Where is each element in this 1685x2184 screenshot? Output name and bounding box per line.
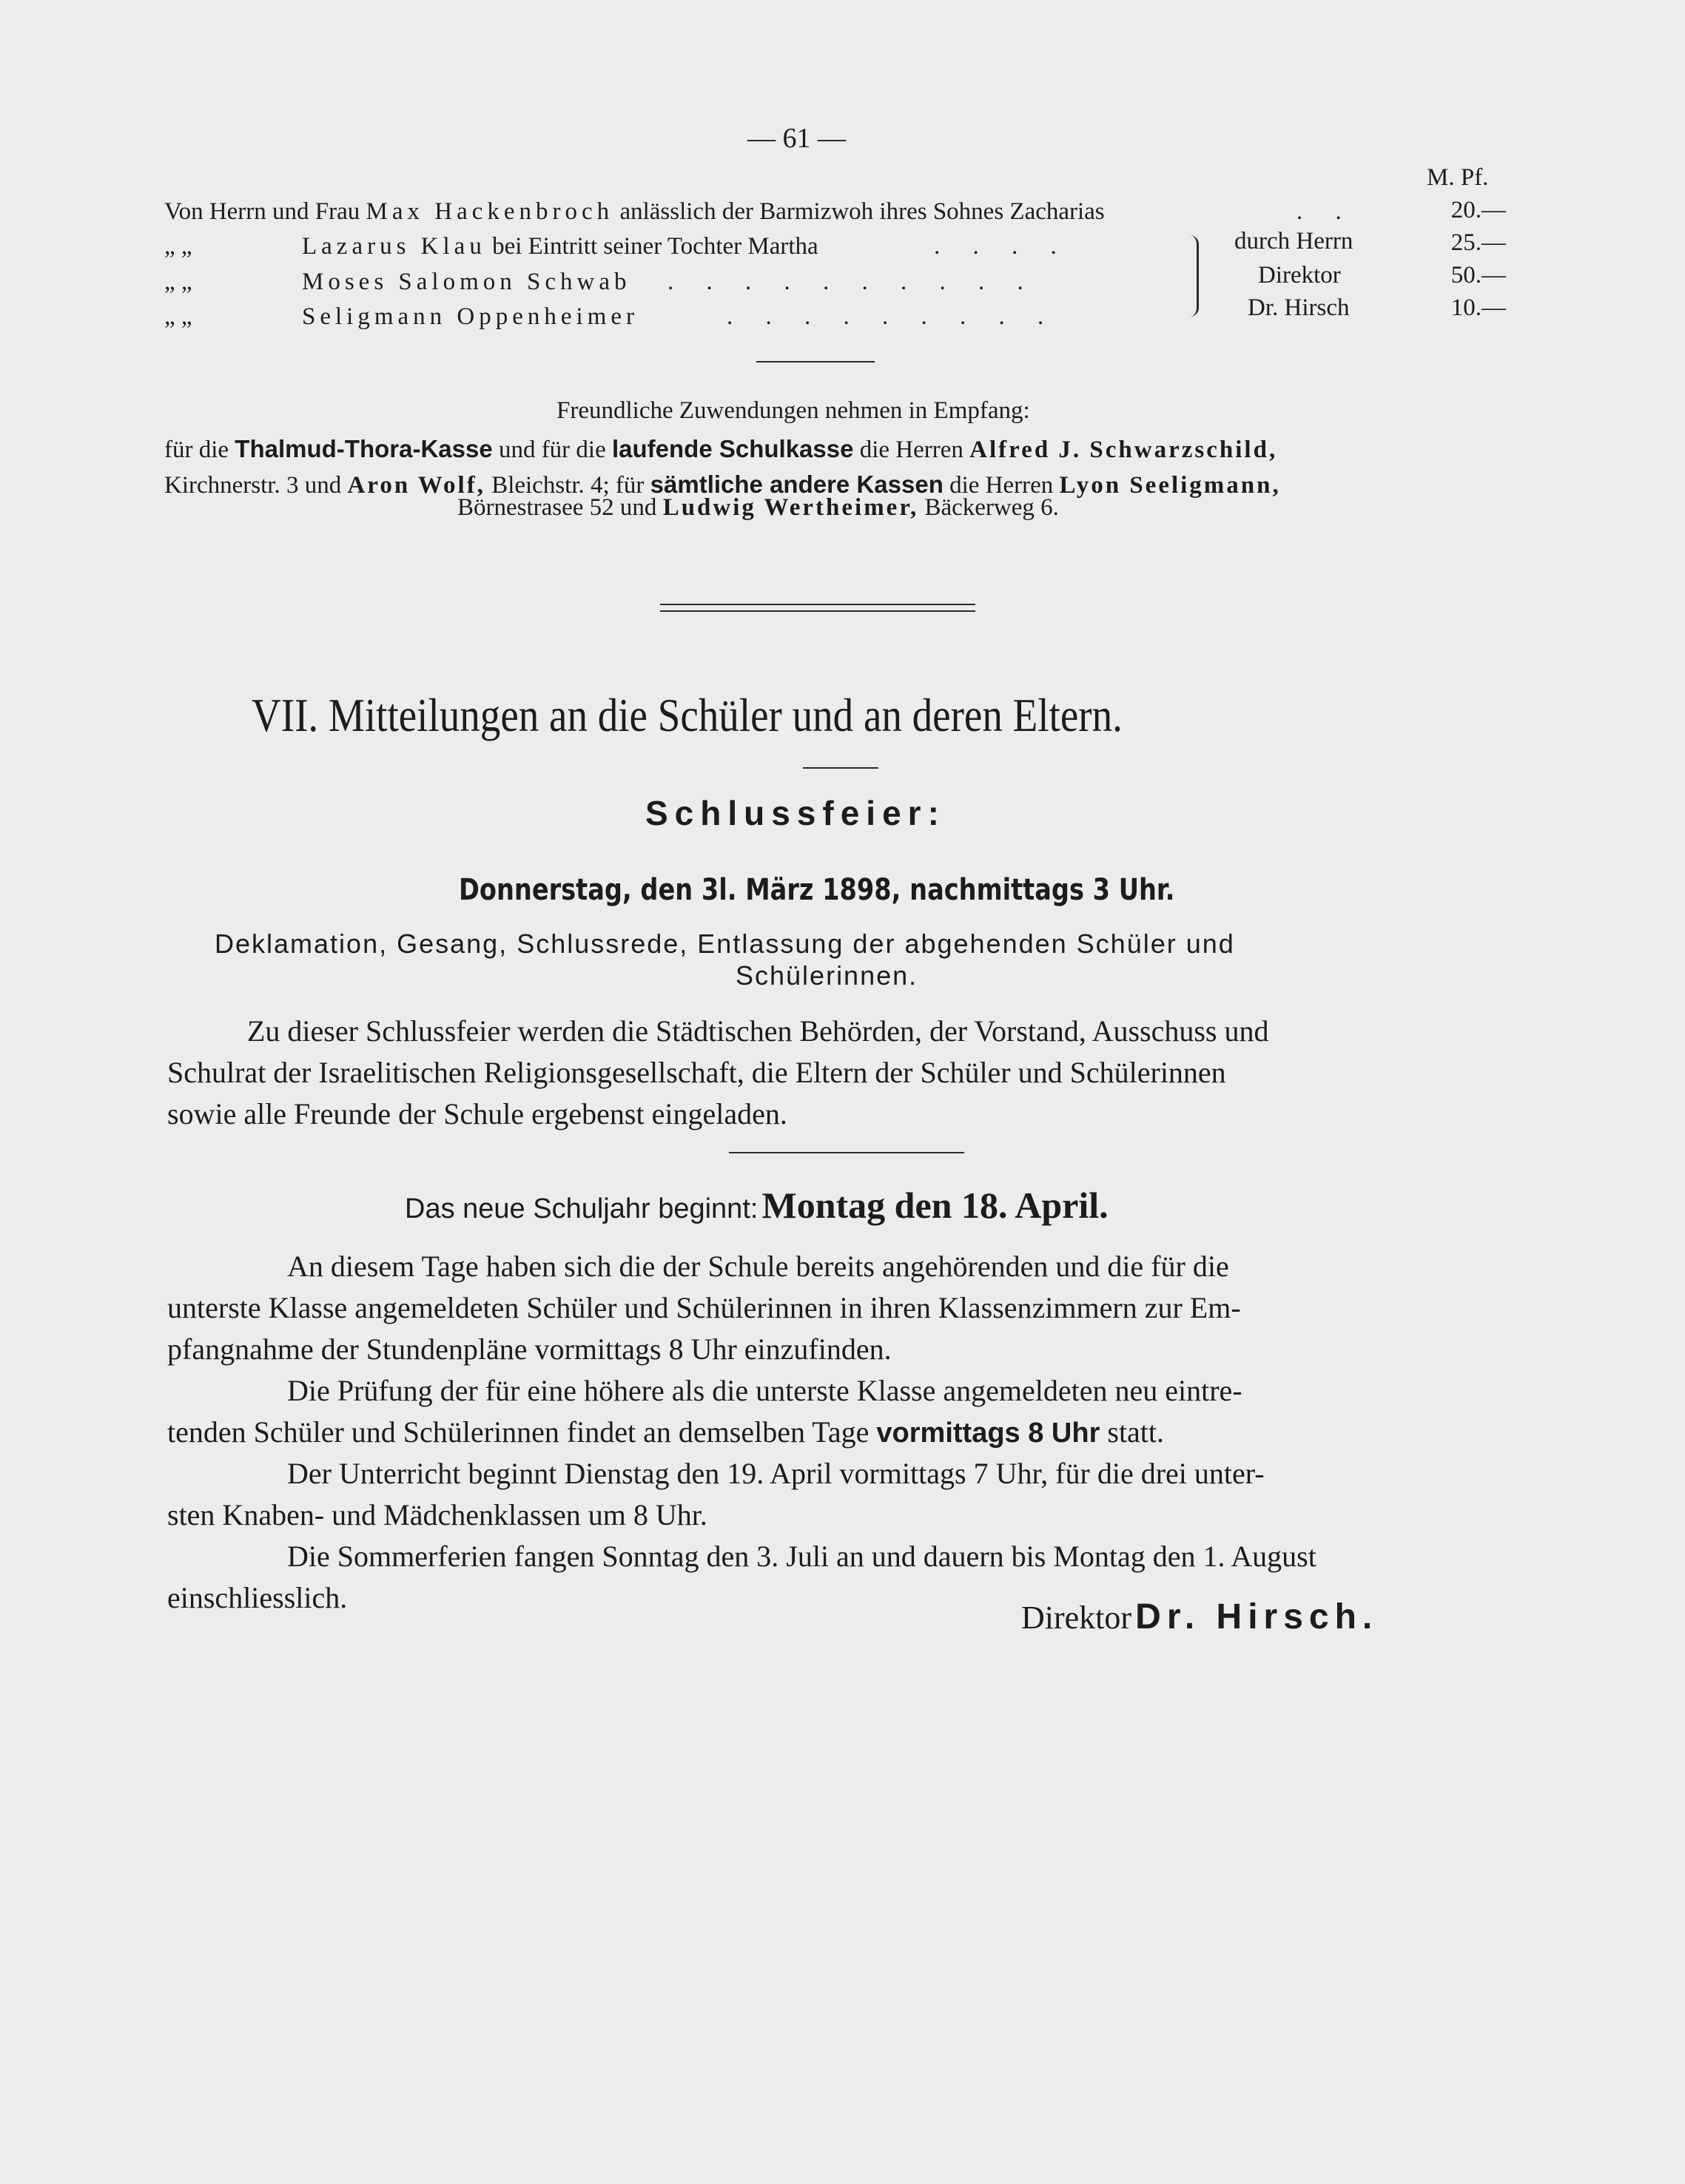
body-line: An diesem Tage haben sich die der Schule bereits angehörenden und die für die [287,1250,1229,1283]
invite-line: Schulrat der Israelitischen Religionsgesellschaft, die Eltern der Schüler und Schülerinnen [167,1056,1226,1089]
body-line: Der Unterricht beginnt Dienstag den 19. April vormittags 7 Uhr, für die drei unter- [287,1457,1265,1490]
cashbox-name: sämtliche andere Kassen [650,471,944,498]
via-line: durch Herrn [1234,228,1353,255]
cashbox-name: Thalmud-Thora-Kasse [235,435,493,462]
invite-line: Zu dieser Schlussfeier werden die Städtischen Behörden, der Vorstand, Ausschuss und [247,1014,1269,1048]
contact-name: Aron Wolf, [347,472,485,499]
donor-name: Moses Salomon Schwab [302,269,631,295]
donor-name: Lazarus Klau [302,233,486,260]
receipt-line: Kirchnerstr. 3 und Aron Wolf, Bleichstr. 4; für sämtliche andere Kassen die Herren Lyon Seeligmann, [164,471,1281,499]
body-line: einschliesslich. [167,1581,348,1614]
donation-prefix: Von Herrn und Frau [164,198,360,225]
amount: 25.— [1450,229,1506,256]
body-line: Die Prüfung der für eine höhere als die unterste Klasse angemeldeten neu eintre- [287,1374,1242,1407]
body-line: tenden Schüler und Schülerinnen findet an demselben Tage vormittags 8 Uhr statt. [167,1415,1165,1449]
donation-prefix: „ „ [164,269,192,295]
amount: 20.— [1450,197,1506,223]
double-rule [660,604,975,612]
leader-dots: . . . . . . . . . . [667,269,1037,295]
contact-name: Ludwig Wertheimer, [662,494,919,521]
leader-dots: . . . . [934,233,1070,260]
invite-line: sowie alle Freunde der Schule ergebenst eingeladen. [167,1097,787,1130]
separator-rule [803,767,878,769]
donation-row [164,198,1504,231]
donor-name: Seligmann Oppenheimer [302,303,639,330]
donor-name: Max Hackenbroch [366,198,614,225]
section-title: VII. Mitteilungen an die Schüler und an deren Eltern. [252,689,1123,741]
celebration-date: Donnerstag, den 3l. März 1898, nachmittags 3 Uhr. [459,873,1175,907]
grouping-brace [1189,235,1199,317]
exam-time: vormittags 8 Uhr [876,1418,1100,1449]
program-line: Deklamation, Gesang, Schlussrede, Entlassung der abgehenden Schüler und [215,928,1235,959]
donation-text: anlässlich der Barmizwoh ihres Sohnes Zacharias [619,198,1105,225]
cashbox-name: laufende Schulkasse [611,435,854,462]
via-line: Direktor [1258,262,1341,289]
receipt-line: Börnestrasee 52 und Ludwig Wertheimer, Bäckerweg 6. [457,494,1059,521]
separator-rule [756,361,875,363]
new-year-date: Montag den 18. April. [761,1184,1109,1226]
receipt-line: für die Thalmud-Thora-Kasse und für die laufende Schulkasse die Herren Alfred J. Schwarzschild, [164,435,1278,463]
program-line: Schülerinnen. [736,960,918,991]
new-year-lead: Das neue Schuljahr beginnt: [405,1193,759,1224]
signature-name: Dr. Hirsch. [1135,1597,1379,1637]
via-line: Dr. Hirsch [1248,294,1350,321]
body-line: pfangnahme der Stundenpläne vormittags 8 Uhr einzufinden. [167,1332,892,1366]
body-line: sten Knaben- und Mädchenklassen um 8 Uhr. [167,1498,707,1531]
amount: 50.— [1450,262,1506,289]
contact-name: Alfred J. Schwarzschild, [969,437,1278,463]
celebration-heading: Schlussfeier: [645,794,946,832]
page-number: — 61 — [747,123,846,154]
receipt-intro: Freundliche Zuwendungen nehmen in Empfang: [556,397,1030,424]
body-line: unterste Klasse angemeldeten Schüler und Schülerinnen in ihren Klassenzimmern zur Em- [167,1291,1241,1324]
leader-dots: . . [1296,198,1355,225]
currency-header: M. Pf. [1427,164,1489,191]
body-line: Die Sommerferien fangen Sonntag den 3. Juli an und dauern bis Montag den 1. August [287,1540,1316,1573]
amount: 10.— [1450,294,1506,321]
donation-prefix: „ „ [164,233,192,260]
leader-dots: . . . . . . . . . [727,303,1057,330]
contact-name: Lyon Seeligmann, [1059,472,1281,499]
signature-title: Direktor [1021,1600,1132,1636]
donation-prefix: „ „ [164,303,192,330]
donation-text: bei Eintritt seiner Tochter Martha [492,233,818,260]
separator-rule [729,1152,964,1153]
new-year-line [405,1184,1109,1227]
signature [1021,1597,1378,1637]
